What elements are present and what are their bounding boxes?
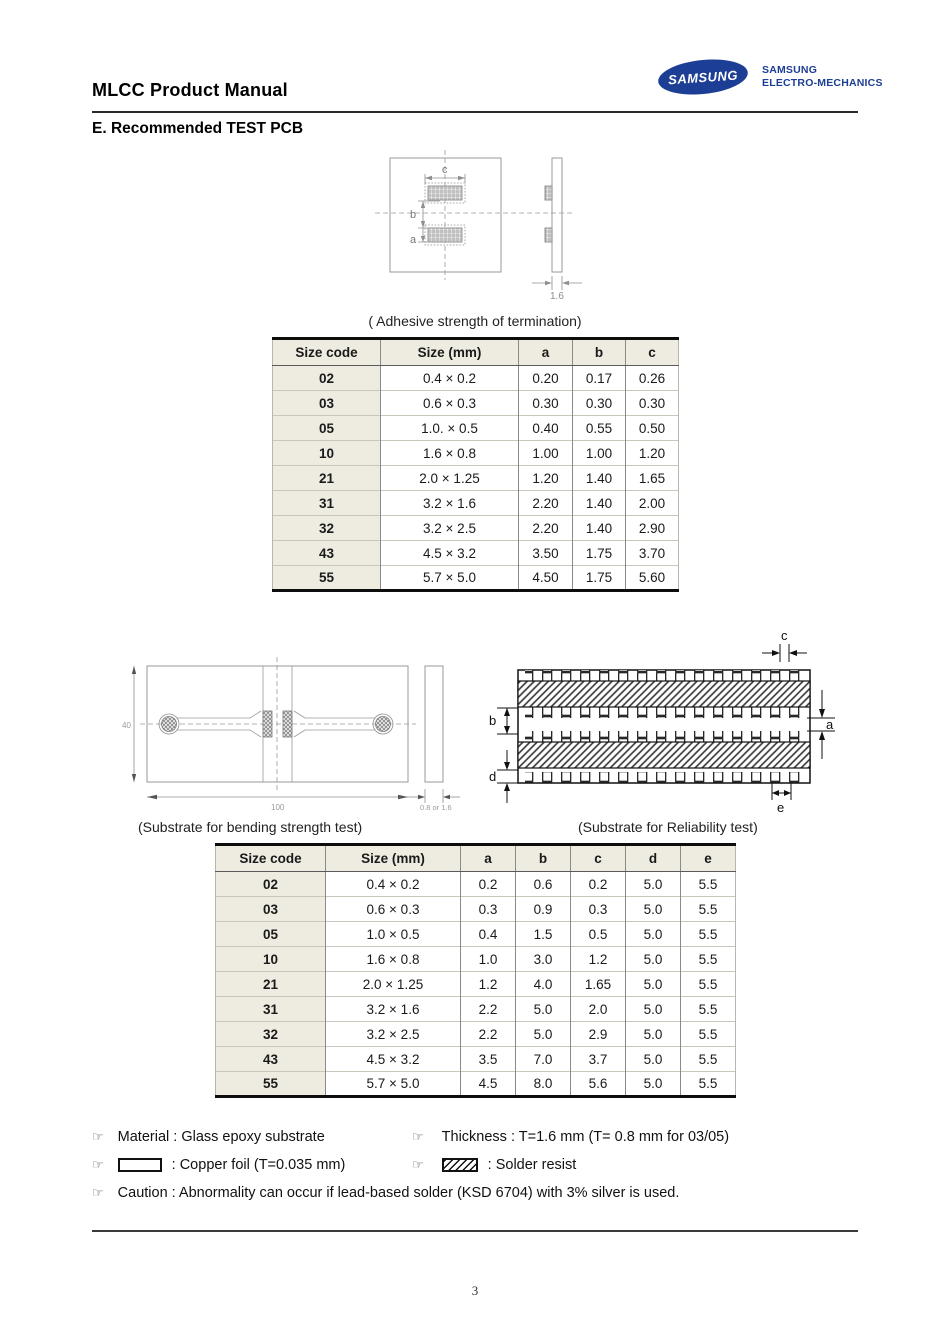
- value-cell: 2.0 × 1.25: [381, 466, 519, 491]
- dim-label-side-thickness: 0.8 or 1.6: [420, 803, 452, 812]
- value-cell: 5.0: [626, 922, 681, 947]
- dim-label-c: c: [442, 164, 448, 176]
- value-cell: 1.0 × 0.5: [326, 922, 461, 947]
- col-header-a: a: [461, 845, 516, 872]
- note-caution-text: Caution : Abnormality can occur if lead-based solder (KSD 6704) with 3% silver is used.: [117, 1185, 680, 1201]
- value-cell: 3.70: [626, 541, 679, 566]
- value-cell: 1.5: [516, 922, 571, 947]
- solder-resist-swatch-icon: [442, 1158, 478, 1172]
- value-cell: 5.0: [516, 997, 571, 1022]
- value-cell: 1.0: [461, 947, 516, 972]
- table-row: [273, 366, 679, 391]
- dim-label-a: a: [826, 717, 834, 732]
- value-cell: 3.2 × 1.6: [381, 491, 519, 516]
- value-cell: 3.7: [571, 1047, 626, 1072]
- value-cell: 2.2: [461, 997, 516, 1022]
- header-rule: [92, 111, 858, 113]
- col-header-d: d: [626, 845, 681, 872]
- value-cell: 0.26: [626, 366, 679, 391]
- value-cell: 5.0: [626, 1072, 681, 1097]
- table-row: [273, 441, 679, 466]
- value-cell: 1.2: [461, 972, 516, 997]
- table-row: [273, 466, 679, 491]
- value-cell: 0.50: [626, 416, 679, 441]
- value-cell: 5.5: [681, 922, 736, 947]
- pointing-hand-icon: ☞: [92, 1157, 104, 1172]
- value-cell: 0.30: [626, 391, 679, 416]
- value-cell: 2.20: [519, 516, 573, 541]
- col-header-b: b: [573, 339, 626, 366]
- size-code-cell: 10: [273, 441, 381, 466]
- size-code-cell: 02: [216, 872, 326, 897]
- value-cell: 5.6: [571, 1072, 626, 1097]
- adhesion-test-pcb-diagram: [360, 150, 610, 300]
- value-cell: 1.00: [519, 441, 573, 466]
- value-cell: 0.9: [516, 897, 571, 922]
- value-cell: 5.0: [626, 972, 681, 997]
- value-cell: 0.6 × 0.3: [326, 897, 461, 922]
- size-code-cell: 03: [216, 897, 326, 922]
- dim-label-a: a: [410, 234, 417, 246]
- pointing-hand-icon: ☞: [412, 1129, 424, 1144]
- col-header-size-mm: Size (mm): [381, 339, 519, 366]
- value-cell: 7.0: [516, 1047, 571, 1072]
- table-row: [273, 566, 679, 591]
- table-row: [216, 897, 736, 922]
- col-header-size-mm: Size (mm): [326, 845, 461, 872]
- size-code-cell: 21: [273, 466, 381, 491]
- value-cell: 1.6 × 0.8: [381, 441, 519, 466]
- value-cell: 3.2 × 2.5: [381, 516, 519, 541]
- size-code-cell: 31: [273, 491, 381, 516]
- value-cell: 0.3: [571, 897, 626, 922]
- size-code-cell: 05: [216, 922, 326, 947]
- note-thickness-text: Thickness : T=1.6 mm (T= 0.8 mm for 03/05): [441, 1129, 730, 1145]
- table-row: [273, 416, 679, 441]
- reliability-test-caption: (Substrate for Reliability test): [578, 819, 758, 835]
- value-cell: 3.2 × 2.5: [326, 1022, 461, 1047]
- table-row: [216, 872, 736, 897]
- value-cell: 5.0: [626, 997, 681, 1022]
- value-cell: 1.65: [626, 466, 679, 491]
- value-cell: 0.4 × 0.2: [381, 366, 519, 391]
- value-cell: 8.0: [516, 1072, 571, 1097]
- samsung-oval-text: SAMSUNG: [667, 67, 739, 87]
- value-cell: 0.3: [461, 897, 516, 922]
- table-row: [216, 1072, 736, 1097]
- size-code-cell: 02: [273, 366, 381, 391]
- table-header-row: [216, 845, 736, 872]
- value-cell: 1.40: [573, 516, 626, 541]
- table1-caption: ( Adhesive strength of termination): [368, 313, 582, 329]
- value-cell: 0.4: [461, 922, 516, 947]
- value-cell: 1.2: [571, 947, 626, 972]
- value-cell: 4.0: [516, 972, 571, 997]
- value-cell: 2.90: [626, 516, 679, 541]
- samsung-logo: [658, 60, 883, 94]
- value-cell: 5.5: [681, 1072, 736, 1097]
- value-cell: 4.50: [519, 566, 573, 591]
- value-cell: 3.5: [461, 1047, 516, 1072]
- dim-label-e: e: [777, 800, 785, 813]
- note-copper-text: : Copper foil (T=0.035 mm): [171, 1157, 346, 1173]
- note-material-thickness: [92, 1129, 852, 1145]
- value-cell: 0.17: [573, 366, 626, 391]
- bending-test-caption: (Substrate for bending strength test): [138, 819, 363, 835]
- size-code-cell: 21: [216, 972, 326, 997]
- reliability-substrate-diagram: [485, 628, 840, 813]
- company-name: SAMSUNG ELECTRO-MECHANICS: [762, 64, 883, 89]
- value-cell: 5.0: [516, 1022, 571, 1047]
- table-row: [216, 1022, 736, 1047]
- value-cell: 1.40: [573, 491, 626, 516]
- size-code-cell: 43: [273, 541, 381, 566]
- page-number: 3: [471, 1283, 479, 1298]
- col-header-c: c: [626, 339, 679, 366]
- value-cell: 4.5 × 3.2: [326, 1047, 461, 1072]
- table-row: [273, 491, 679, 516]
- value-cell: 5.0: [626, 1047, 681, 1072]
- value-cell: 0.30: [573, 391, 626, 416]
- table-row: [216, 1047, 736, 1072]
- value-cell: 5.5: [681, 1047, 736, 1072]
- col-header-b: b: [516, 845, 571, 872]
- pointing-hand-icon: ☞: [412, 1157, 424, 1172]
- value-cell: 1.20: [519, 466, 573, 491]
- dim-label-b: b: [489, 713, 497, 728]
- value-cell: 0.6 × 0.3: [381, 391, 519, 416]
- value-cell: 4.5 × 3.2: [381, 541, 519, 566]
- col-header-c: c: [571, 845, 626, 872]
- value-cell: 1.40: [573, 466, 626, 491]
- size-code-cell: 55: [216, 1072, 326, 1097]
- dim-label-thickness: 1.6: [550, 291, 564, 300]
- value-cell: 5.5: [681, 947, 736, 972]
- table-row: [216, 972, 736, 997]
- size-code-cell: 32: [216, 1022, 326, 1047]
- dim-label-b: b: [410, 209, 417, 221]
- value-cell: 0.2: [571, 872, 626, 897]
- table-row: [216, 997, 736, 1022]
- note-resist-text: : Solder resist: [487, 1157, 577, 1173]
- value-cell: 0.40: [519, 416, 573, 441]
- value-cell: 5.7 × 5.0: [326, 1072, 461, 1097]
- value-cell: 1.00: [573, 441, 626, 466]
- value-cell: 2.00: [626, 491, 679, 516]
- value-cell: 5.5: [681, 997, 736, 1022]
- dim-label-100: 100: [271, 803, 285, 812]
- table-row: [273, 391, 679, 416]
- table-row: [216, 922, 736, 947]
- col-header-size-code: Size code: [273, 339, 381, 366]
- value-cell: 0.20: [519, 366, 573, 391]
- page-title: MLCC Product Manual: [92, 80, 288, 100]
- dim-label-40: 40: [122, 721, 131, 730]
- value-cell: 3.0: [516, 947, 571, 972]
- col-header-e: e: [681, 845, 736, 872]
- value-cell: 5.7 × 5.0: [381, 566, 519, 591]
- size-code-cell: 55: [273, 566, 381, 591]
- samsung-oval-icon: [656, 55, 749, 98]
- value-cell: 0.4 × 0.2: [326, 872, 461, 897]
- table-header-row: [273, 339, 679, 366]
- footer-rule: [92, 1230, 858, 1232]
- adhesion-strength-table: [272, 337, 679, 592]
- value-cell: 1.65: [571, 972, 626, 997]
- value-cell: 5.5: [681, 897, 736, 922]
- pointing-hand-icon: ☞: [92, 1185, 104, 1200]
- size-code-cell: 10: [216, 947, 326, 972]
- copper-foil-swatch-icon: [118, 1158, 162, 1172]
- table-row: [216, 947, 736, 972]
- dim-label-d: d: [489, 769, 497, 784]
- value-cell: 5.5: [681, 1022, 736, 1047]
- value-cell: 0.5: [571, 922, 626, 947]
- value-cell: 4.5: [461, 1072, 516, 1097]
- value-cell: 3.50: [519, 541, 573, 566]
- value-cell: 5.60: [626, 566, 679, 591]
- value-cell: 5.5: [681, 972, 736, 997]
- value-cell: 0.30: [519, 391, 573, 416]
- size-code-cell: 32: [273, 516, 381, 541]
- size-code-cell: 03: [273, 391, 381, 416]
- value-cell: 1.75: [573, 566, 626, 591]
- value-cell: 0.55: [573, 416, 626, 441]
- value-cell: 0.2: [461, 872, 516, 897]
- table-row: [273, 541, 679, 566]
- size-code-cell: 43: [216, 1047, 326, 1072]
- value-cell: 1.20: [626, 441, 679, 466]
- value-cell: 2.20: [519, 491, 573, 516]
- value-cell: 1.75: [573, 541, 626, 566]
- table-row: [273, 516, 679, 541]
- value-cell: 0.6: [516, 872, 571, 897]
- note-material-text: Material : Glass epoxy substrate: [117, 1129, 325, 1145]
- value-cell: 2.0: [571, 997, 626, 1022]
- value-cell: 1.6 × 0.8: [326, 947, 461, 972]
- value-cell: 5.0: [626, 897, 681, 922]
- note-caution: [92, 1185, 892, 1201]
- col-header-size-code: Size code: [216, 845, 326, 872]
- col-header-a: a: [519, 339, 573, 366]
- value-cell: 3.2 × 1.6: [326, 997, 461, 1022]
- value-cell: 5.0: [626, 1022, 681, 1047]
- value-cell: 5.0: [626, 872, 681, 897]
- size-code-cell: 31: [216, 997, 326, 1022]
- value-cell: 2.9: [571, 1022, 626, 1047]
- pointing-hand-icon: ☞: [92, 1129, 104, 1144]
- dim-label-c: c: [781, 628, 788, 643]
- value-cell: 2.2: [461, 1022, 516, 1047]
- value-cell: 5.5: [681, 872, 736, 897]
- substrate-dimensions-table: [215, 843, 736, 1098]
- value-cell: 2.0 × 1.25: [326, 972, 461, 997]
- note-legend: [92, 1157, 852, 1173]
- value-cell: 1.0. × 0.5: [381, 416, 519, 441]
- size-code-cell: 05: [273, 416, 381, 441]
- value-cell: 5.0: [626, 947, 681, 972]
- bending-strength-substrate-diagram: [120, 645, 480, 815]
- section-title: E. Recommended TEST PCB: [92, 120, 304, 137]
